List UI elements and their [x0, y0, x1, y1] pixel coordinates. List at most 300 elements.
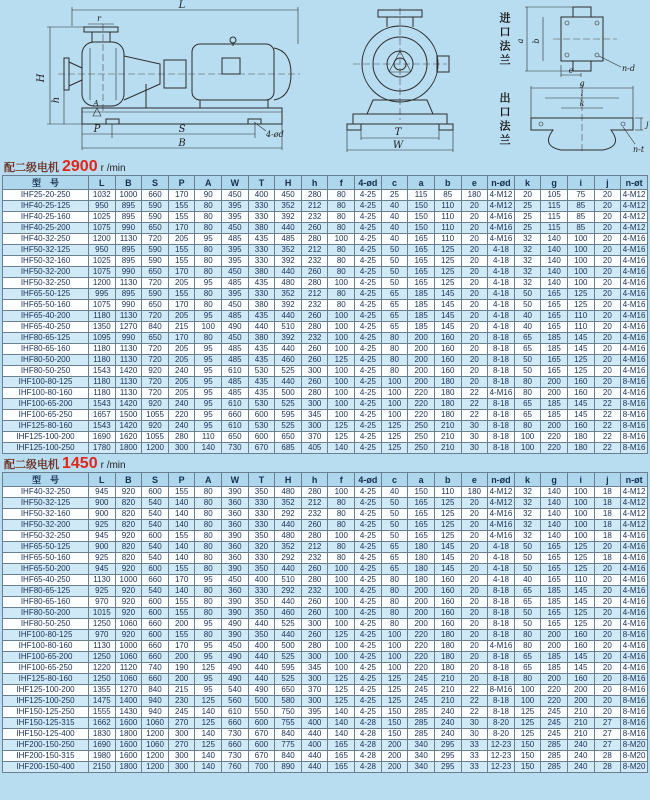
- dim-cell: 210: [567, 729, 594, 740]
- dim-cell: 1420: [115, 399, 142, 410]
- dim-cell: 1420: [115, 366, 142, 377]
- dim-cell: 8-18: [488, 619, 515, 630]
- dim-cell: 350: [248, 487, 275, 498]
- dim-cell: 1060: [115, 652, 142, 663]
- dim-cell: 330: [248, 289, 275, 300]
- dim-cell: 95: [195, 311, 222, 322]
- dim-cell: 50: [381, 245, 408, 256]
- dim-cell: 490: [222, 619, 249, 630]
- dim-cell: 150: [514, 740, 541, 751]
- column-header: g: [541, 473, 568, 487]
- table-row: [3, 520, 648, 531]
- dim-cell: 20: [461, 234, 488, 245]
- dim-cell: 245: [408, 685, 435, 696]
- dim-cell: 80: [328, 223, 355, 234]
- dim-cell: 200: [381, 762, 408, 773]
- dim-cell: 540: [142, 542, 169, 553]
- dim-cell: 920: [115, 597, 142, 608]
- dim-cell: 300: [301, 421, 328, 432]
- dim-cell: 100: [328, 663, 355, 674]
- dim-cell: 165: [408, 267, 435, 278]
- dim-cell: 4-25: [355, 256, 382, 267]
- dim-cell: 380: [248, 267, 275, 278]
- dim-cell: 215: [168, 322, 195, 333]
- dim-cell: 4-25: [355, 531, 382, 542]
- dim-cell: 450: [222, 641, 249, 652]
- dim-cell: 100: [514, 443, 541, 454]
- dim-cell: 360: [222, 553, 249, 564]
- dim-cell: 320: [248, 542, 275, 553]
- dim-cell: 4-25: [355, 201, 382, 212]
- dim-cell: 210: [434, 421, 461, 432]
- table-row: [3, 542, 648, 553]
- model-cell: IHF65-50-160: [3, 300, 89, 311]
- dim-cell: 170: [168, 575, 195, 586]
- dim-cell: 395: [301, 707, 328, 718]
- dim-cell: 4-25: [355, 641, 382, 652]
- dim-cell: 165: [408, 278, 435, 289]
- dim-cell: 32: [514, 531, 541, 542]
- dim-cell: 4-25: [355, 344, 382, 355]
- dim-cell: 945: [89, 487, 116, 498]
- dim-cell: 20: [461, 619, 488, 630]
- dim-cell: 50: [514, 366, 541, 377]
- dim-cell: 925: [89, 586, 116, 597]
- dim-cell: 210: [434, 443, 461, 454]
- dim-cell: 840: [275, 751, 302, 762]
- dim-cell: 95: [195, 421, 222, 432]
- dim-cell: 280: [301, 322, 328, 333]
- dim-cell: 125: [567, 300, 594, 311]
- dim-cell: 360: [222, 520, 249, 531]
- table-row: [3, 234, 648, 245]
- dim-cell: 240: [567, 762, 594, 773]
- dim-cell: 50: [381, 531, 408, 542]
- dim-cell: 20: [594, 685, 621, 696]
- dim-cell: 50: [514, 608, 541, 619]
- dim-cell: 920: [115, 630, 142, 641]
- dim-cell: 580: [275, 696, 302, 707]
- dim-cell: 95: [195, 674, 222, 685]
- dim-cell: 4-M16: [621, 531, 648, 542]
- dim-cell: 8-20: [488, 729, 515, 740]
- dim-cell: 280: [301, 388, 328, 399]
- table-row: [3, 256, 648, 267]
- column-header: e: [461, 176, 488, 190]
- dim-cell: 685: [275, 443, 302, 454]
- dim-cell: 8-M16: [621, 718, 648, 729]
- dim-cell: 1120: [115, 663, 142, 674]
- dim-cell: 80: [328, 212, 355, 223]
- dim-cell: 720: [142, 311, 169, 322]
- dim-cell: 940: [142, 696, 169, 707]
- dim-cell: 140: [168, 542, 195, 553]
- dim-cell: 125: [381, 432, 408, 443]
- dim-cell: 150: [381, 707, 408, 718]
- dim-cell: 1095: [89, 333, 116, 344]
- dim-cell: 340: [408, 762, 435, 773]
- table-row: [3, 729, 648, 740]
- table-row: [3, 278, 648, 289]
- dim-cell: 80: [195, 509, 222, 520]
- dim-cell: 920: [115, 487, 142, 498]
- model-cell: IHF125-80-160: [3, 674, 89, 685]
- dim-cell: 205: [168, 311, 195, 322]
- dim-cell: 205: [168, 278, 195, 289]
- column-header: a: [408, 176, 435, 190]
- dim-cell: 4-28: [355, 762, 382, 773]
- dim-cell: 4-25: [355, 443, 382, 454]
- dim-cell: 95: [195, 344, 222, 355]
- dim-cell: 400: [301, 740, 328, 751]
- dim-cell: 20: [461, 608, 488, 619]
- dim-cell: 660: [142, 190, 169, 201]
- dim-label-T: T: [394, 127, 402, 138]
- dim-cell: 4-M16: [621, 278, 648, 289]
- dim-cell: 610: [222, 366, 249, 377]
- dim-cell: 125: [328, 630, 355, 641]
- dim-cell: 4-25: [355, 586, 382, 597]
- dim-cell: 40: [381, 201, 408, 212]
- dim-cell: 125: [567, 366, 594, 377]
- dim-cell: 660: [142, 652, 169, 663]
- dim-cell: 20: [461, 201, 488, 212]
- dim-cell: 1475: [89, 696, 116, 707]
- dim-cell: 165: [541, 608, 568, 619]
- dim-cell: 285: [541, 762, 568, 773]
- dim-cell: 8-18: [488, 344, 515, 355]
- dim-cell: 650: [142, 300, 169, 311]
- dim-cell: 185: [541, 652, 568, 663]
- dim-cell: 4-M12: [621, 509, 648, 520]
- dim-cell: 125: [195, 740, 222, 751]
- dim-cell: 18: [594, 520, 621, 531]
- dim-cell: 165: [541, 289, 568, 300]
- dim-cell: 1075: [89, 300, 116, 311]
- dim-cell: 8-20: [488, 718, 515, 729]
- dim-cell: 20: [594, 641, 621, 652]
- model-cell: IHF50-32-160: [3, 509, 89, 520]
- dim-cell: 990: [115, 223, 142, 234]
- dim-cell: 210: [567, 707, 594, 718]
- dim-cell: 65: [381, 289, 408, 300]
- dim-cell: 300: [168, 762, 195, 773]
- dim-cell: 32: [514, 498, 541, 509]
- dim-cell: 170: [168, 267, 195, 278]
- table-row: [3, 707, 648, 718]
- dim-cell: 100: [514, 685, 541, 696]
- dim-cell: 500: [275, 641, 302, 652]
- dim-cell: 220: [408, 652, 435, 663]
- dim-cell: 1690: [89, 432, 116, 443]
- dim-cell: 945: [89, 564, 116, 575]
- column-header: f: [328, 176, 355, 190]
- model-cell: IHF200-150-250: [3, 740, 89, 751]
- dim-cell: 4-M16: [621, 344, 648, 355]
- dim-cell: 540: [142, 553, 169, 564]
- dim-cell: 50: [381, 520, 408, 531]
- dim-cell: 1200: [142, 729, 169, 740]
- dim-cell: 145: [567, 586, 594, 597]
- dim-cell: 100: [567, 498, 594, 509]
- dim-cell: 185: [541, 410, 568, 421]
- dim-cell: 292: [275, 553, 302, 564]
- dim-cell: 330: [248, 256, 275, 267]
- dim-cell: 4-M16: [489, 508, 513, 518]
- dim-cell: 20: [461, 630, 488, 641]
- dim-cell: 440: [301, 729, 328, 740]
- dim-label-L: L: [178, 0, 186, 11]
- dim-cell: 200: [381, 740, 408, 751]
- dim-cell: 20: [594, 586, 621, 597]
- table-row: [3, 652, 648, 663]
- dim-cell: 200: [408, 344, 435, 355]
- dim-cell: 270: [168, 740, 195, 751]
- dim-cell: 595: [275, 663, 302, 674]
- dim-cell: 600: [248, 432, 275, 443]
- dim-cell: 22: [594, 443, 621, 454]
- dim-cell: 85: [567, 212, 594, 223]
- dim-cell: 1657: [89, 410, 116, 421]
- table-row: [3, 190, 648, 201]
- dim-cell: 8-M16: [621, 674, 648, 685]
- dim-cell: 8-18: [488, 608, 515, 619]
- dim-cell: 20: [594, 300, 621, 311]
- dim-cell: 80: [381, 597, 408, 608]
- dim-cell: 4-M16: [621, 267, 648, 278]
- dim-cell: 25: [514, 223, 541, 234]
- dim-cell: 480: [275, 531, 302, 542]
- dim-cell: 95: [195, 652, 222, 663]
- table-row: [3, 608, 648, 619]
- dim-cell: 165: [541, 564, 568, 575]
- table-row: [3, 410, 648, 421]
- dim-cell: 330: [248, 553, 275, 564]
- dim-cell: 100: [328, 586, 355, 597]
- dim-cell: 1543: [89, 399, 116, 410]
- dim-cell: 65: [514, 344, 541, 355]
- dim-cell: 80: [195, 520, 222, 531]
- dim-cell: 100: [567, 509, 594, 520]
- dim-cell: 20: [594, 201, 621, 212]
- dim-cell: 22: [461, 410, 488, 421]
- dim-cell: 8-18: [488, 432, 515, 443]
- motor-config-label: 配二级电机: [4, 162, 59, 174]
- dim-cell: 1130: [115, 377, 142, 388]
- dim-cell: 395: [222, 256, 249, 267]
- dim-cell: 180: [434, 641, 461, 652]
- dim-label-P: P: [93, 124, 101, 135]
- dim-cell: 212: [301, 498, 328, 509]
- dim-cell: 205: [168, 388, 195, 399]
- dim-cell: 720: [142, 278, 169, 289]
- dim-cell: 660: [142, 575, 169, 586]
- dim-cell: 160: [434, 355, 461, 366]
- dim-cell: 200: [541, 388, 568, 399]
- dim-cell: 490: [222, 322, 249, 333]
- dim-cell: 525: [275, 366, 302, 377]
- dim-cell: 100: [381, 399, 408, 410]
- dim-cell: 1620: [115, 432, 142, 443]
- dim-cell: 530: [248, 366, 275, 377]
- dim-cell: 140: [195, 729, 222, 740]
- dim-cell: 220: [541, 443, 568, 454]
- dim-cell: 160: [567, 377, 594, 388]
- model-cell: IHF40-25-160: [3, 212, 89, 223]
- dim-cell: 165: [408, 520, 435, 531]
- column-header: e: [461, 473, 488, 487]
- dim-cell: 125: [328, 674, 355, 685]
- dim-cell: 4-M16: [621, 608, 648, 619]
- dim-cell: 100: [328, 641, 355, 652]
- dim-cell: 20: [594, 707, 621, 718]
- dim-cell: 140: [168, 498, 195, 509]
- dim-cell: 160: [567, 421, 594, 432]
- dim-cell: 1130: [89, 641, 116, 652]
- dim-cell: 1055: [142, 432, 169, 443]
- dim-label-B: B: [178, 138, 186, 149]
- dim-cell: 990: [115, 333, 142, 344]
- dim-cell: 150: [408, 487, 435, 498]
- dim-cell: 590: [142, 201, 169, 212]
- dim-cell: 8-M16: [621, 377, 648, 388]
- dim-cell: 100: [328, 608, 355, 619]
- dim-cell: 12-23: [488, 762, 515, 773]
- dim-cell: 700: [248, 762, 275, 773]
- table-row: [3, 762, 648, 773]
- dim-cell: 4-18: [488, 267, 515, 278]
- dim-cell: 200: [541, 674, 568, 685]
- dim-cell: 4-25: [355, 333, 382, 344]
- speed-unit: r /min: [100, 163, 126, 174]
- dim-cell: 20: [594, 619, 621, 630]
- dim-cell: 352: [275, 201, 302, 212]
- dim-cell: 80: [195, 245, 222, 256]
- dim-cell: 270: [168, 718, 195, 729]
- motor-config-label: 配二级电机: [4, 459, 59, 471]
- model-cell: IHF40-32-250: [3, 487, 89, 498]
- dim-cell: 4-M12: [489, 486, 513, 496]
- dim-cell: 292: [275, 509, 302, 520]
- dim-cell: 80: [328, 245, 355, 256]
- dim-cell: 80: [328, 300, 355, 311]
- dim-cell: 4-25: [355, 399, 382, 410]
- dim-cell: 125: [514, 729, 541, 740]
- dim-cell: 200: [408, 366, 435, 377]
- table-row: [3, 553, 648, 564]
- dim-cell: 4-M12: [621, 190, 648, 201]
- dim-cell: 20: [594, 267, 621, 278]
- dim-cell: 145: [434, 300, 461, 311]
- dim-cell: 20: [594, 212, 621, 223]
- dim-cell: 170: [168, 333, 195, 344]
- dim-cell: 200: [408, 355, 435, 366]
- column-header: S: [142, 176, 169, 190]
- dim-cell: 4-M16: [621, 663, 648, 674]
- table-row: [3, 201, 648, 212]
- dim-cell: 160: [567, 641, 594, 652]
- dim-cell: 4-M12: [621, 487, 648, 498]
- dim-cell: 450: [222, 333, 249, 344]
- dim-cell: 100: [328, 597, 355, 608]
- dim-cell: 340: [408, 751, 435, 762]
- dim-cell: 155: [168, 245, 195, 256]
- dim-cell: 8-18: [488, 630, 515, 641]
- dim-cell: 200: [381, 751, 408, 762]
- dim-cell: 200: [168, 619, 195, 630]
- dim-cell: 4-M12: [489, 497, 513, 507]
- dim-cell: 950: [89, 201, 116, 212]
- dim-cell: 370: [301, 685, 328, 696]
- dim-cell: 8-18: [488, 333, 515, 344]
- dim-cell: 300: [301, 366, 328, 377]
- dim-cell: 20: [461, 542, 488, 553]
- dim-cell: 155: [168, 289, 195, 300]
- dim-cell: 660: [222, 740, 249, 751]
- dim-cell: 80: [195, 553, 222, 564]
- dim-cell: 125: [434, 256, 461, 267]
- dim-cell: 180: [434, 663, 461, 674]
- dim-cell: 285: [541, 751, 568, 762]
- dim-cell: 8-18: [488, 366, 515, 377]
- dim-cell: 212: [301, 542, 328, 553]
- dim-cell: 8-18: [488, 696, 515, 707]
- dim-cell: 125: [328, 685, 355, 696]
- model-cell: IHF80-65-125: [3, 586, 89, 597]
- dim-cell: 8-M16: [621, 421, 648, 432]
- dim-cell: 8-M20: [621, 740, 648, 751]
- dim-cell: 110: [567, 311, 594, 322]
- dim-cell: 20: [461, 300, 488, 311]
- dim-label-H: H: [36, 73, 47, 83]
- dim-cell: 260: [301, 608, 328, 619]
- dim-cell: 1060: [142, 740, 169, 751]
- dim-cell: 165: [541, 542, 568, 553]
- table-row: [3, 421, 648, 432]
- dim-cell: 260: [301, 311, 328, 322]
- dim-cell: 670: [248, 443, 275, 454]
- dim-cell: 140: [541, 520, 568, 531]
- dim-cell: 1130: [115, 234, 142, 245]
- dim-cell: 50: [514, 542, 541, 553]
- dim-cell: 360: [222, 509, 249, 520]
- dim-cell: 8-M16: [621, 432, 648, 443]
- dim-cell: 1250: [89, 652, 116, 663]
- dim-cell: 1075: [89, 267, 116, 278]
- dim-cell: 720: [142, 355, 169, 366]
- model-cell: IHF100-80-160: [3, 388, 89, 399]
- dim-cell: 1662: [89, 718, 116, 729]
- dim-cell: 65: [381, 542, 408, 553]
- dim-cell: 165: [541, 366, 568, 377]
- dim-cell: 590: [142, 245, 169, 256]
- dim-cell: 4-25: [355, 278, 382, 289]
- dim-cell: 240: [168, 399, 195, 410]
- dim-cell: 205: [168, 355, 195, 366]
- dim-cell: 485: [222, 377, 249, 388]
- model-cell: IHF200-150-315: [3, 751, 89, 762]
- dim-cell: 4-25: [355, 421, 382, 432]
- column-header: W: [222, 473, 249, 487]
- table-row: [3, 575, 648, 586]
- dim-cell: 4-18: [488, 278, 515, 289]
- dim-cell: 945: [89, 531, 116, 542]
- dim-cell: 165: [541, 619, 568, 630]
- dim-cell: 925: [89, 553, 116, 564]
- column-header: n-ød: [488, 176, 515, 190]
- dim-cell: 280: [301, 278, 328, 289]
- dim-cell: 392: [275, 256, 302, 267]
